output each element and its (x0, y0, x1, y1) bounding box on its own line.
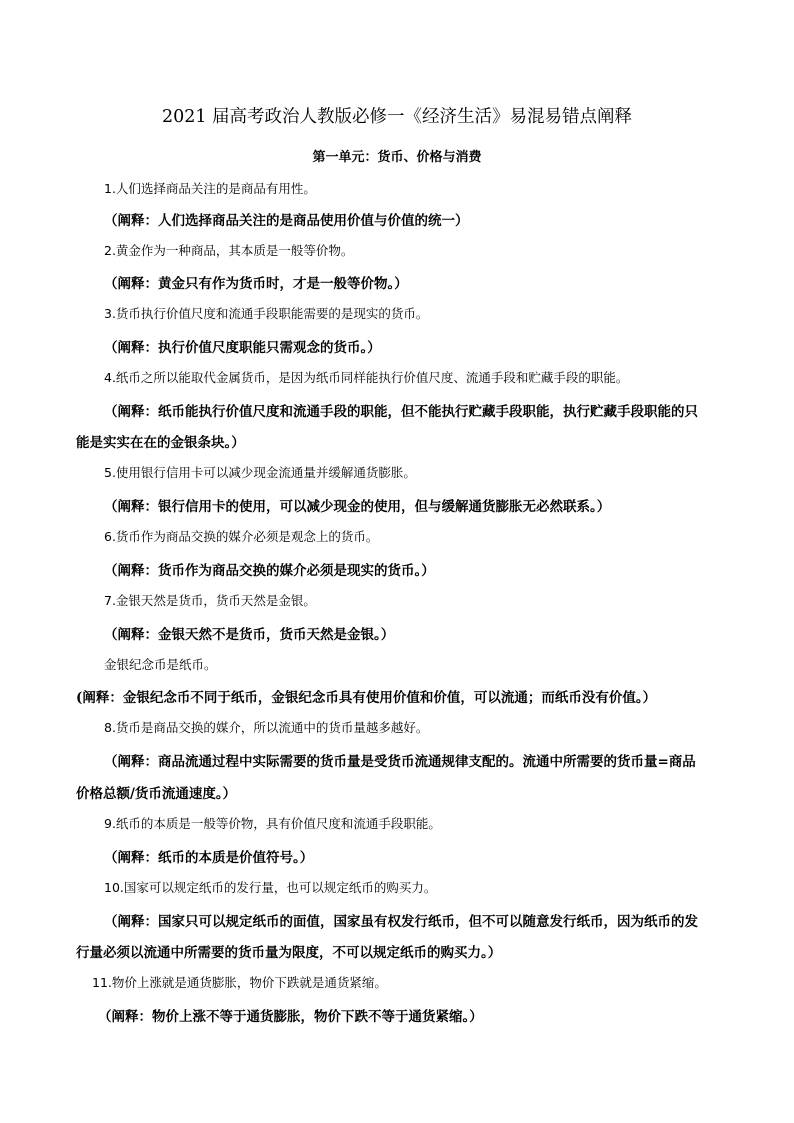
explanation-10: （阐释：国家只可以规定纸币的面值，国家虽有权发行纸币，但不可以随意发行纸币，因为纸币的发 (104, 914, 698, 930)
document-title: 2021 届高考政治人教版必修一《经济生活》易混易错点阐释 (161, 107, 633, 127)
explanation-4-continued: 能是实实在在的金银条块。） (76, 435, 245, 451)
explanation-7: （阐释：金银天然不是货币，货币天然是金银。） (104, 627, 395, 643)
explanation-4: （阐释：纸币能执行价值尺度和流通手段的职能，但不能执行贮藏手段职能，执行贮藏手段职能的只 (104, 404, 698, 420)
explanation-7b: (阐释：金银纪念币不同于纸币，金银纪念币具有使用价值和价值，可以流通；而纸币没有价值。） (76, 690, 657, 706)
explanation-6: （阐释：货币作为商品交换的媒介必须是现实的货币。） (104, 563, 435, 579)
explanation-8: （阐释：商品流通过程中实际需要的货币量是受货币流通规律支配的。流通中所需要的货币量=商品 (104, 754, 696, 770)
unit-title: 第一单元：货币、价格与消费 (312, 150, 482, 165)
statement-9: 9.纸币的本质是一般等价物，具有价值尺度和流通手段职能。 (104, 816, 441, 831)
statement-4: 4.纸币之所以能取代金属货币，是因为纸币同样能执行价值尺度、流通手段和贮藏手段的职能。 (104, 370, 629, 385)
statement-8: 8.货币是商品交换的媒介，所以流通中的货币量越多越好。 (104, 720, 429, 735)
statement-2: 2.黄金作为一种商品，其本质是一般等价物。 (104, 243, 354, 258)
explanation-9: （阐释：纸币的本质是价值符号。） (104, 850, 314, 866)
explanation-5: （阐释：银行信用卡的使用，可以减少现金的使用，但与缓解通货膨胀无必然联系。） (104, 499, 611, 515)
statement-10: 10.国家可以规定纸币的发行量，也可以规定纸币的购买力。 (104, 880, 437, 895)
explanation-11: （阐释：物价上涨不等于通货膨胀，物价下跌不等于通货紧缩。） (98, 1009, 483, 1025)
explanation-10-continued: 行量必须以流通中所需要的货币量为限度，不可以规定纸币的购买力。） (76, 945, 502, 961)
explanation-8-continued: 价格总额/货币流通速度。） (76, 786, 237, 802)
statement-7: 7.金银天然是货币，货币天然是金银。 (104, 593, 316, 608)
statement-5: 5.使用银行信用卡可以减少现金流通量并缓解通货膨胀。 (104, 465, 416, 480)
statement-1: 1.人们选择商品关注的是商品有用性。 (104, 181, 316, 196)
explanation-2: （阐释：黄金只有作为货币时，才是一般等价物。） (104, 276, 408, 292)
explanation-1: （阐释：人们选择商品关注的是商品使用价值与价值的统一） (104, 213, 469, 229)
statement-11: 11.物价上涨就是通货膨胀，物价下跌就是通货紧缩。 (92, 975, 387, 990)
statement-3: 3.货币执行价值尺度和流通手段职能需要的是现实的货币。 (104, 306, 429, 321)
statement-6: 6.货币作为商品交换的媒介必须是观念上的货币。 (104, 529, 379, 544)
statement-7b: 金银纪念币是纸币。 (104, 657, 217, 672)
explanation-3: （阐释：执行价值尺度职能只需观念的货币。） (104, 340, 381, 356)
